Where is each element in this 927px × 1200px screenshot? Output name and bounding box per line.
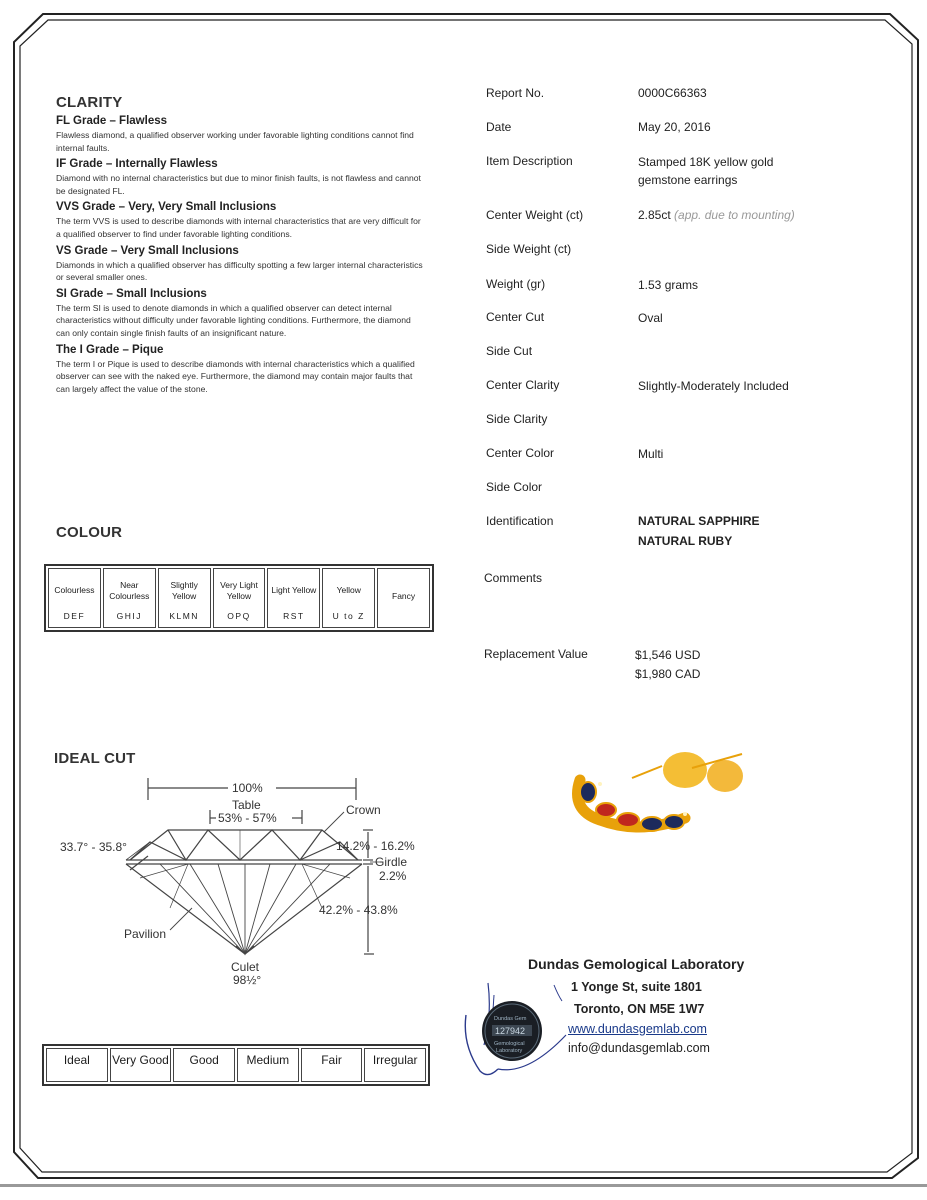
comments-label: Comments xyxy=(484,571,543,585)
item-description-value: Stamped 18K yellow gold gemstone earrings xyxy=(638,155,774,187)
seal-number: 127942 xyxy=(495,1026,526,1036)
colour-code: KLMN xyxy=(169,611,199,621)
colour-code: U to Z xyxy=(332,611,365,621)
girdle-label: Girdle xyxy=(375,855,408,869)
colour-cell xyxy=(158,568,211,628)
colour-name: Light Yellow xyxy=(271,585,317,595)
grade-title: IF Grade – Internally Flawless xyxy=(56,158,218,171)
center-weight-label: Center Weight (ct) xyxy=(486,208,584,222)
grade-description: The term SI is used to denote diamonds in which a qualified observer can detect internal characteristics without difficulty under favorable lighting conditions. Furthermore, the diamond can only contain single finish faults of an insignificant nature. xyxy=(56,302,411,338)
colour-cell xyxy=(213,568,266,628)
center-weight-amount: 2.85ct xyxy=(638,208,671,222)
svg-text:Gemological: Gemological xyxy=(494,1041,525,1047)
grade-title: VVS Grade – Very, Very Small Inclusions xyxy=(56,201,277,214)
girdle-value-label: 2.2% xyxy=(379,869,407,883)
lab-email: info@dundasgemlab.com xyxy=(568,1041,710,1055)
grade-title: VS Grade – Very Small Inclusions xyxy=(56,244,239,257)
grade-description: Flawless diamond, a qualified observer working under favorable lighting conditions cannot find internal faults. xyxy=(56,130,414,153)
colour-name: Yellow xyxy=(336,585,361,595)
lab-address-2: Toronto, ON M5E 1W7 xyxy=(574,1002,705,1016)
weight-gr-value: 1.53 grams xyxy=(638,278,699,292)
colour-code: GHIJ xyxy=(116,611,142,621)
side-cut-label: Side Cut xyxy=(486,344,533,358)
replacement-value-cad: $1,980 CAD xyxy=(635,667,701,681)
culet-label: Culet xyxy=(231,960,260,974)
center-cut-label: Center Cut xyxy=(486,310,545,324)
table-label: Table xyxy=(232,798,261,812)
colour-cell xyxy=(322,568,375,628)
side-weight-label: Side Weight (ct) xyxy=(486,242,572,256)
center-weight-note: (app. due to mounting) xyxy=(674,208,795,222)
cut-grade-cell: Medium xyxy=(237,1048,299,1082)
svg-text:Dundas Gem: Dundas Gem xyxy=(494,1016,527,1022)
colour-name: Slightly Yellow xyxy=(170,579,198,601)
cut-grade-cell: Ideal xyxy=(46,1048,108,1082)
svg-text:Laboratory: Laboratory xyxy=(496,1048,523,1054)
center-weight-value xyxy=(638,206,858,224)
grade-description: Diamond with no internal characteristics but due to minor finish faults, is not flawless and cannot be designated FL. xyxy=(56,173,421,196)
colour-cell xyxy=(267,568,320,628)
scan-edge-line xyxy=(0,1184,927,1187)
cut-grade-cell: Irregular xyxy=(364,1048,426,1082)
pavilion-label: Pavilion xyxy=(124,927,167,941)
colour-cell xyxy=(48,568,101,628)
lab-name: Dundas Gemological Laboratory xyxy=(528,956,745,972)
colour-code: RST xyxy=(283,611,305,621)
pavilion-depth-label: 42.2% - 43.8% xyxy=(319,903,398,917)
center-color-value: Multi xyxy=(638,447,664,461)
identification-value-2: NATURAL RUBY xyxy=(638,534,733,548)
report-no-value: 0000C66363 xyxy=(638,86,707,100)
grade-description: The term I or Pique is used to describe diamonds with internal characteristics which a qualified observer can see with the naked eye. Furthermore, the diamond may contain major faults that can largely affect the value of the stone. xyxy=(56,358,415,394)
colour-name: Very Light Yellow xyxy=(220,579,258,601)
width-label: 100% xyxy=(232,781,263,795)
earrings-photo xyxy=(560,740,750,850)
cut-grade-cell: Good xyxy=(173,1048,235,1082)
colour-title: COLOUR xyxy=(56,524,123,541)
clarity-grade-if xyxy=(56,158,426,197)
date-value: May 20, 2016 xyxy=(638,120,711,134)
colour-name: Near Colourless xyxy=(109,579,150,601)
colour-code: OPQ xyxy=(227,611,251,621)
cut-grade-table xyxy=(42,1044,430,1086)
side-color-label: Side Color xyxy=(486,480,543,494)
cut-grade-cell: Fair xyxy=(301,1048,363,1082)
replacement-value-label: Replacement Value xyxy=(484,647,588,661)
lab-address-1: 1 Yonge St, suite 1801 xyxy=(571,980,702,994)
clarity-section xyxy=(56,94,426,395)
diamond-proportions-diagram xyxy=(40,768,460,998)
item-description-label: Item Description xyxy=(486,154,573,168)
clarity-grade-vvs xyxy=(56,201,426,240)
colour-cell xyxy=(377,568,430,628)
clarity-grade-vs xyxy=(56,245,426,284)
identification-value-1: NATURAL SAPPHIRE xyxy=(638,514,760,528)
grade-description: Diamonds in which a qualified observer has difficulty spotting a few larger internal characteristics or several smaller ones. xyxy=(56,259,423,283)
grade-description: The term VVS is used to describe diamonds with internal characteristics that are very difficult for a qualified observer to find under favorable lighting conditions. xyxy=(56,216,421,239)
crown-angle-label: 33.7° - 35.8° xyxy=(60,840,127,854)
clarity-grade-si xyxy=(56,288,426,340)
colour-name: Fancy xyxy=(392,590,416,601)
center-clarity-value: Slightly-Moderately Included xyxy=(638,379,789,393)
center-clarity-label: Center Clarity xyxy=(486,378,560,392)
clarity-grade-i xyxy=(56,344,426,396)
center-color-label: Center Color xyxy=(486,446,555,460)
side-clarity-label: Side Clarity xyxy=(486,412,548,426)
date-label: Date xyxy=(486,120,512,134)
grade-title: The I Grade – Pique xyxy=(56,343,164,356)
lab-website-link[interactable]: www.dundasgemlab.com xyxy=(568,1022,707,1036)
colour-cell xyxy=(103,568,156,628)
identification-label: Identification xyxy=(486,514,554,528)
culet-value-label: 98½° xyxy=(233,973,262,987)
weight-gr-label: Weight (gr) xyxy=(486,277,546,291)
colour-name: Colourless xyxy=(54,585,95,595)
grade-title: SI Grade – Small Inclusions xyxy=(56,287,207,300)
grade-title: FL Grade – Flawless xyxy=(56,115,168,127)
center-cut-value: Oval xyxy=(638,311,663,325)
replacement-value-usd: $1,546 USD xyxy=(635,648,701,662)
colour-code: DEF xyxy=(63,611,86,621)
hologram-seal xyxy=(458,975,570,1083)
cut-grade-cell: Very Good xyxy=(110,1048,172,1082)
table-range-label: 53% - 57% xyxy=(218,811,277,825)
crown-label: Crown xyxy=(346,803,381,817)
report-no-label: Report No. xyxy=(486,86,545,100)
clarity-title: CLARITY xyxy=(56,94,123,111)
ideal-cut-title: IDEAL CUT xyxy=(54,750,136,767)
crown-height-label: 14.2% - 16.2% xyxy=(336,839,415,853)
colour-scale-table xyxy=(44,564,434,632)
clarity-grade-fl xyxy=(56,115,426,154)
